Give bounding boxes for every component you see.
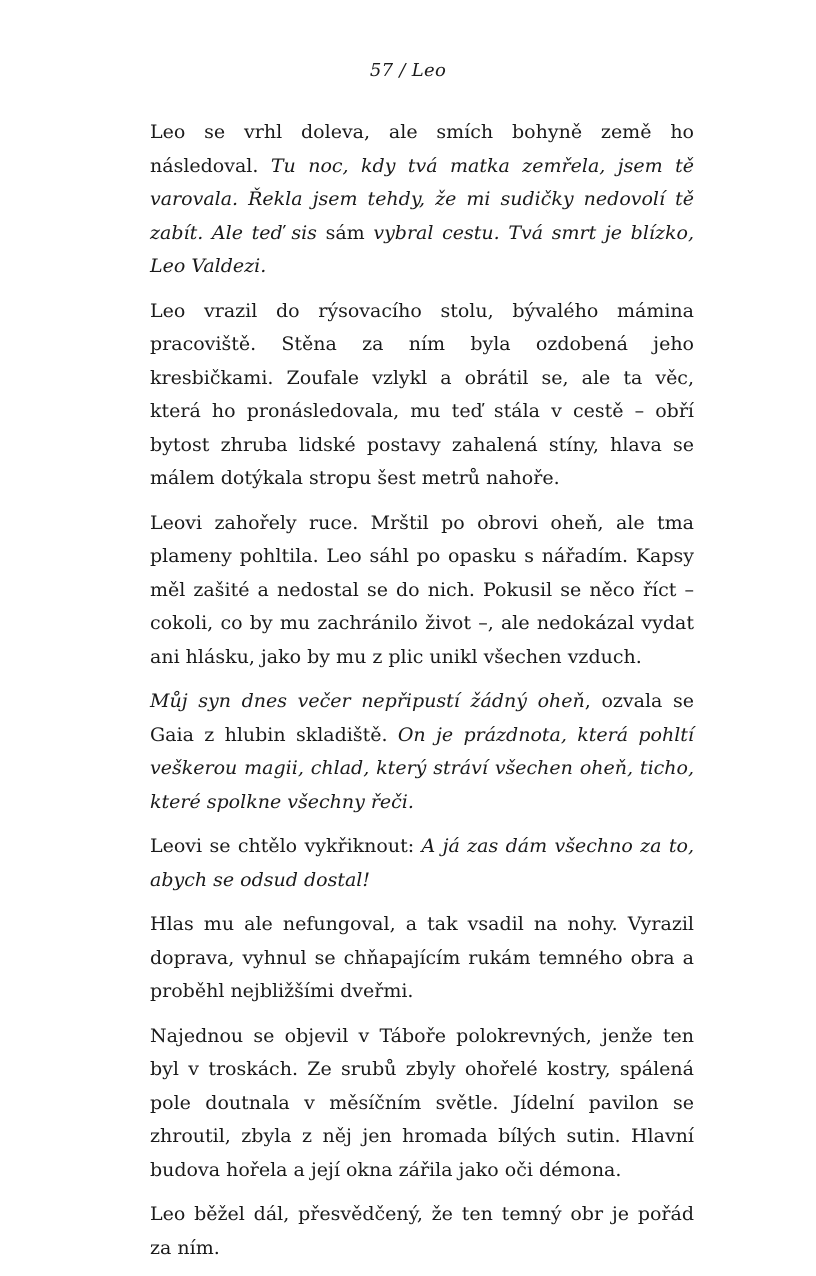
text-segment-italic: On je prázdnota, která pohltí veškerou magii, chlad, který stráví všechen oheň, ticho, které spolkne všechny řeči. [150, 723, 694, 813]
text-segment: Leovi se chtělo vykřiknout: [150, 835, 422, 857]
paragraph [150, 295, 694, 496]
paragraph [150, 830, 694, 897]
text-segment-italic: Můj syn dnes večer nepřipustí žádný oheň [150, 690, 585, 712]
paragraph [150, 1020, 694, 1188]
text-segment-italic: A já zas dám všechno za to, abych se odsud dostal! [150, 835, 694, 891]
body-text [150, 116, 694, 1276]
text-segment-italic: Tu noc, kdy tvá matka zemřela, jsem tě varovala. Řekla jsem tehdy, že mi sudičky nedovolí tě zabít. Ale teď sis [150, 154, 694, 244]
paragraph [150, 685, 694, 819]
text-segment: Leo se vrhl doleva, ale smích bohyně země ho následoval. [150, 121, 694, 177]
text-segment: Najednou se objevil v Táboře polokrevných, jenže ten byl v troskách. Ze srubů zbyly ohořelé kostry, spálená pole doutnala v měsíčním světle. Jídelní pavilon se zhroutil, zbyla z něj jen hromada bílých sutin. Hlavní budova hořela a její okna zářila jako oči démona. [150, 1024, 694, 1181]
text-segment: Leo běžel dál, přesvědčený, že ten temný obr je pořád za ním. [150, 1203, 694, 1259]
text-segment: Leo vrazil do rýsovacího stolu, bývalého mámina pracoviště. Stěna za ním byla ozdobená jeho kresbičkami. Zoufale vzlykl a obrátil se, ale ta věc, která ho pronásledovala, mu teď stála v cestě – obří bytost zhruba lidské postavy zahalená stíny, hlava se málem dotýkala stropu šest metrů nahoře. [150, 299, 694, 489]
text-segment-italic: vybral cestu. Tvá smrt je blízko, Leo Valdezi. [150, 221, 694, 277]
paragraph [150, 908, 694, 1009]
text-segment: Hlas mu ale nefungoval, a tak vsadil na nohy. Vyrazil doprava, vyhnul se chňapajícím rukám temného obra a proběhl nejbližšími dveřmi. [150, 913, 694, 1002]
paragraph [150, 116, 694, 284]
paragraph [150, 1198, 694, 1265]
text-segment: sám [325, 221, 374, 244]
text-segment: , ozvala se Gaia z hlubin skladiště. [150, 690, 694, 746]
running-head: 57 / Leo [369, 60, 447, 81]
paragraph [150, 507, 694, 675]
text-segment: Leovi zahořely ruce. Mrštil po obrovi oheň, ale tma plameny pohltila. Leo sáhl po opasku s nářadím. Kapsy měl zašité a nedostal se do nich. Pokusil se něco říct – cokoli, co by mu zachránilo život –, ale nedokázal vydat ani hlásku, jako by mu z plic unikl všechen vzduch. [150, 511, 694, 668]
